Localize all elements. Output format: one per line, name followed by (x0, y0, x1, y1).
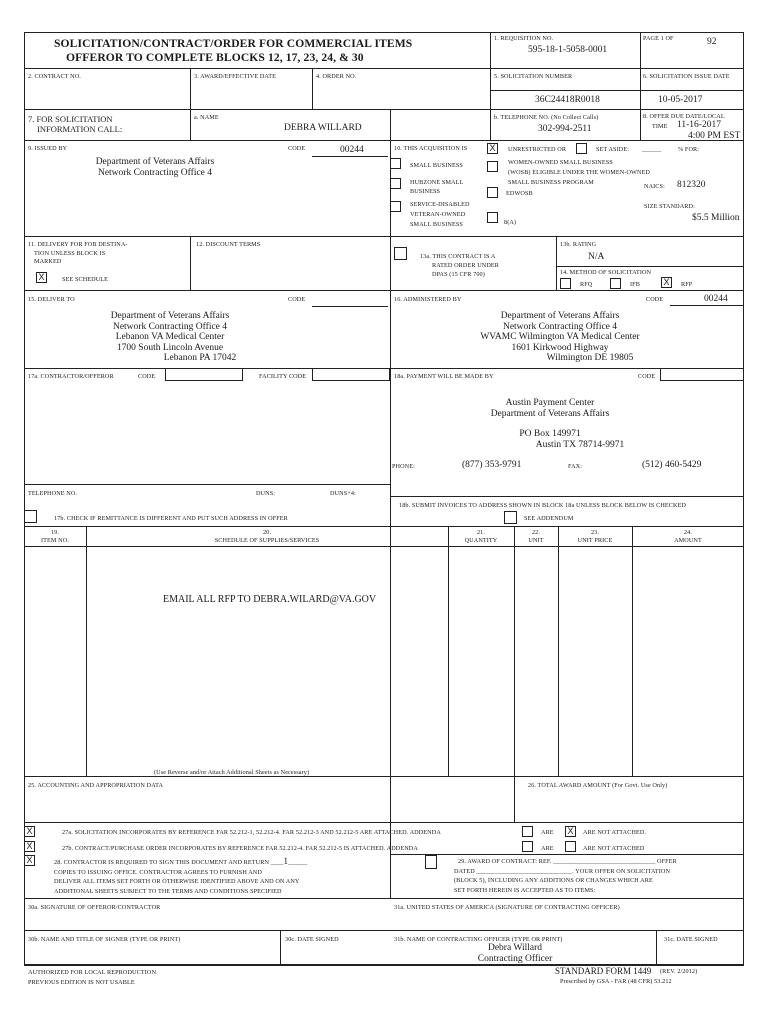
contact-name-value: DEBRA WILLARD (284, 123, 362, 133)
payment-line2: Department of Veterans Affairs (490, 409, 610, 419)
administered-line5: Wilmington DE 19805 (546, 353, 634, 363)
see-schedule-checkbox[interactable]: X (36, 272, 47, 283)
contractor-code-field[interactable] (165, 368, 243, 381)
payment-address (440, 398, 660, 451)
rule (24, 484, 390, 485)
col-schedule-label: SCHEDULE OF SUPPLIES/SERVICES (214, 536, 320, 544)
eight-a-label: 8(A) (504, 219, 517, 226)
issued-line2: Network Contracting Office 4 (97, 168, 213, 178)
rated-order-label-line2: RATED ORDER UNDER (432, 262, 500, 269)
payment-line1: Austin Payment Center (505, 398, 595, 408)
col-unit-price-number: 23. (590, 529, 600, 536)
rule (24, 290, 744, 291)
order-no-label: 4. ORDER NO. (316, 73, 357, 80)
deliver-line4: 1700 South Lincoln Avenue (116, 342, 224, 353)
clause-27b-checkbox[interactable]: X (24, 841, 35, 852)
officer-name: Debra Willard (487, 943, 543, 953)
administered-code-underline (670, 305, 744, 306)
page-label: PAGE 1 OF (643, 35, 674, 42)
administered-by-address (440, 311, 680, 364)
deliver-to-address (60, 311, 280, 364)
for-solicitation-label (28, 114, 122, 134)
administered-code-label: CODE (646, 296, 664, 303)
date-signed-31c-label: 31c. DATE SIGNED (664, 936, 718, 943)
deliver-line2: Network Contracting Office 4 (112, 321, 228, 332)
telephone-value: 302-994-2511 (538, 124, 592, 134)
administered-line2: Network Contracting Office 4 (502, 321, 618, 332)
award-date-label: 3. AWARD/EFFECTIVE DATE (194, 73, 277, 80)
size-standard-value: $5.5 Million (692, 213, 740, 223)
clause-27a-checkbox[interactable]: X (24, 826, 35, 837)
unrestricted-checkbox[interactable]: X (487, 143, 498, 154)
payment-fax-label: FAX: (568, 463, 583, 470)
payment-label: 18a. PAYMENT WILL BE MADE BY (394, 373, 494, 380)
hubzone-label-line2: BUSINESS (410, 188, 441, 195)
offer-due-time-label: TIME (652, 123, 668, 130)
administered-line4: 1601 Kirkwood Highway (511, 342, 609, 353)
sdvosb-label-line2: VETERAN-OWNED (410, 211, 466, 218)
col-unit-price-header (558, 529, 632, 544)
signature-offeror-label: 30a. SIGNATURE OF OFFEROR/CONTRACTOR (28, 904, 161, 911)
wosb-checkbox[interactable] (487, 161, 498, 172)
deliver-line3: Lebanon VA Medical Center (115, 332, 225, 342)
sdvosb-label-line1: SERVICE-DISABLED (410, 201, 470, 208)
rule (24, 68, 744, 69)
rating-value: N/A (588, 252, 605, 262)
clause-28-line1-text: 28. CONTRACTOR IS REQUIRED TO SIGN THIS DOCUMENT AND RETURN ____ (54, 859, 284, 866)
clause-27b-are-label: ARE (541, 845, 554, 852)
officer-title: Contracting Officer (477, 953, 553, 964)
clause-28-line1 (54, 857, 307, 868)
officer-name-label: 31b. NAME OF CONTRACTING OFFICER (TYPE OR PRINT) (394, 936, 563, 943)
solicitation-date-value: 10-05-2017 (658, 95, 703, 105)
payment-line3: PO Box 149971 (519, 429, 581, 439)
payment-line4: Austin TX 78714-9971 (535, 440, 625, 450)
footer-left (28, 968, 156, 987)
deliver-line5: Lebanon PA 17042 (163, 353, 237, 363)
footer-form-number: STANDARD FORM 1449 (555, 966, 652, 976)
col-amount-label: AMOUNT (674, 536, 702, 544)
col-amount-number: 24. (683, 529, 693, 536)
rule (24, 236, 744, 237)
set-aside-label: SET ASIDE: (596, 146, 630, 153)
wosb-label-line1: WOMEN-OWNED SMALL BUSINESS (508, 159, 613, 166)
clause-29-line2: DATED ______________________________. YOUR OFFER ON SOLICITATION (454, 867, 671, 875)
rfp-checkbox[interactable]: X (661, 277, 672, 288)
offer-due-label: 8. OFFER DUE DATE/LOCAL (643, 113, 725, 120)
percent-for-label: % FOR: (678, 146, 700, 153)
footer-revision: (REV. 2/2012) (660, 968, 698, 975)
rule (190, 236, 191, 290)
clause-28-text (54, 857, 307, 896)
deliver-line1: Department of Veterans Affairs (110, 311, 230, 321)
rule (514, 526, 515, 822)
set-aside-checkbox[interactable] (576, 143, 587, 154)
payment-code-label: CODE (638, 373, 656, 380)
footer-prescribed: Prescribed by GSA - FAR (48 CFR) 53.212 (560, 978, 672, 985)
clause-28-checkbox[interactable]: X (24, 855, 35, 866)
deliver-code-underline (312, 306, 388, 307)
wosb-label-line3: SMALL BUSINESS PROGRAM (508, 179, 594, 186)
contact-name-label: a. NAME (194, 114, 219, 121)
hubzone-label-line1: HUBZONE SMALL (410, 179, 464, 186)
offer-due-date: 11-16-2017 (677, 120, 721, 130)
col-unit-number: 22. (531, 529, 541, 536)
method-label: 14. METHOD OF SOLICITATION (560, 269, 652, 276)
clause-29-line1: 29. AWARD OF CONTRACT: REF. ________________________________ OFFER (458, 858, 677, 865)
footer-previous-edition: PREVIOUS EDITION IS NOT USABLE (28, 978, 135, 986)
contract-no-label: 2. CONTRACT NO. (28, 73, 81, 80)
rule (632, 526, 633, 776)
rule (24, 898, 744, 899)
telephone-no-label: TELEPHONE NO. (28, 490, 78, 497)
deliver-to-label: 15. DELIVER TO (28, 296, 75, 303)
rating-label: 13b. RATING (560, 241, 597, 248)
col-unit-label: UNIT (528, 536, 544, 544)
clause-27a-not-label: ARE NOT ATTACHED. (583, 829, 647, 836)
administered-line3: WVAMC Wilmington VA Medical Center (480, 332, 640, 342)
clause-28-line1-tail: ______ (288, 859, 308, 866)
rule (24, 546, 744, 547)
rule (490, 90, 744, 91)
edwosb-checkbox[interactable] (487, 187, 498, 198)
total-award-label: 26. TOTAL AWARD AMOUNT (For Govt. Use Only) (528, 782, 668, 789)
rule (556, 236, 557, 290)
rule (640, 32, 641, 140)
duns-label: DUNS: (256, 490, 276, 497)
naics-value: 812320 (677, 180, 706, 190)
clause-29-text (454, 857, 677, 895)
ifb-label: IFB (630, 281, 640, 288)
for-solicitation-label-line1: 7. FOR SOLICITATION (28, 114, 113, 124)
rule (558, 526, 559, 776)
rule (656, 930, 657, 965)
administered-by-label: 16. ADMINISTERED BY (394, 296, 462, 303)
for-solicitation-label-line2: INFORMATION CALL: (37, 124, 123, 134)
requisition-label: 1. REQUISITION NO. (494, 35, 554, 42)
col-item-label: ITEM NO. (41, 536, 69, 544)
hubzone-label (410, 178, 463, 196)
solicitation-date-label: 6. SOLICITATION ISSUE DATE (643, 73, 730, 80)
clause-28-copies: 1 (283, 856, 289, 866)
issued-line1: Department of Veterans Affairs (95, 157, 215, 167)
rfq-label: RFQ (580, 281, 593, 288)
rule (24, 109, 744, 110)
rated-order-label (420, 252, 499, 279)
officer-name-value (440, 943, 590, 964)
sdvosb-label (410, 200, 470, 230)
rule (24, 822, 744, 823)
rule (24, 930, 744, 931)
clause-27b-text: 27b. CONTRACT/PURCHASE ORDER INCORPORATES BY REFERENCE FAR 52.212-4. FAR 52.212-5 IS ATTACHED. ADDENDA (62, 845, 418, 852)
discount-terms-label: 12. DISCOUNT TERMS (196, 241, 261, 248)
delivery-fob-label-line3: MARKED (34, 258, 62, 265)
rfp-label: RFP (681, 281, 693, 288)
addendum-checkbox[interactable] (504, 511, 517, 524)
col-unit-price-label: UNIT PRICE (577, 536, 613, 544)
submit-invoices-label: 18b. SUBMIT INVOICES TO ADDRESS SHOWN IN BLOCK 18a UNLESS BLOCK BELOW IS CHECKED (399, 502, 687, 509)
payment-code-field[interactable] (660, 368, 744, 381)
issued-code-label: CODE (288, 145, 306, 152)
rule (390, 496, 744, 497)
acquisition-label: 10. THIS ACQUISITION IS (394, 145, 468, 152)
date-signed-30c-label: 30c. DATE SIGNED (285, 936, 339, 943)
issued-code-underline (312, 156, 388, 157)
rule (24, 526, 744, 527)
clause-27a-not-checkbox[interactable]: X (565, 826, 576, 837)
rule (390, 109, 391, 898)
see-schedule-label: SEE SCHEDULE (62, 276, 109, 283)
rule (24, 776, 744, 777)
form-title-line1: SOLICITATION/CONTRACT/ORDER FOR COMMERCIAL ITEMS (54, 37, 413, 50)
clause-27b-not-label: ARE NOT ATTACHED (583, 845, 645, 852)
set-aside-percent-blank: ______ (642, 146, 662, 153)
administered-code-value: 00244 (704, 294, 728, 304)
clause-28-line4: ADDITIONAL SHEETS SUBJECT TO THE TERMS AND CONDITIONS SPECIFIED (54, 887, 282, 895)
payment-fax-value: (512) 460-5429 (642, 460, 702, 470)
rated-order-checkbox[interactable] (394, 247, 407, 260)
addendum-label: SEE ADDENDUM (524, 515, 574, 522)
col-schedule-header (86, 529, 448, 544)
footer-authorized: AUTHORIZED FOR LOCAL REPRODUCTION (28, 969, 157, 976)
col-item-header (24, 529, 86, 544)
clause-28-line3: DELIVER ALL ITEMS SET FORTH OR OTHERWISE IDENTIFIED ABOVE AND ON ANY (54, 878, 300, 885)
reverse-note: (Use Reverse and/or Attach Additional Sheets as Necessary) (154, 769, 310, 776)
delivery-fob-label-line2: TION UNLESS BLOCK IS (34, 249, 106, 257)
remittance-checkbox[interactable] (24, 510, 37, 523)
signature-officer-label: 31a. UNITED STATES OF AMERICA (SIGNATURE OF CONTRACTING OFFICER) (394, 904, 620, 911)
rule (190, 68, 191, 140)
col-unit-header (514, 529, 558, 544)
duns4-label: DUNS+4: (330, 490, 356, 497)
col-quantity-number: 21. (476, 529, 486, 536)
clause-27a-text: 27a. SOLICITATION INCORPORATES BY REFERENCE FAR 52.212-1, 52.212-4. FAR 52.212-3 AND 52.212-5 ARE ATTACHED. ADDENDA (62, 829, 441, 836)
ifb-checkbox[interactable] (610, 278, 621, 289)
rule (24, 140, 390, 141)
unrestricted-label: UNRESTRICTED OR (508, 146, 567, 153)
clause-28-line2: COPIES TO ISSUING OFFICE. CONTRACTOR AGREES TO FURNISH AND (54, 868, 262, 876)
accounting-label: 25. ACCOUNTING AND APPROPRIATION DATA (28, 782, 164, 789)
hubzone-checkbox[interactable] (390, 178, 401, 189)
clause-27b-are-checkbox[interactable] (522, 841, 533, 852)
clause-29-checkbox[interactable] (425, 855, 437, 869)
size-standard-label: SIZE STANDARD: (644, 203, 695, 210)
small-business-label: SMALL BUSINESS (410, 162, 463, 169)
small-business-checkbox[interactable] (390, 158, 401, 169)
signer-name-label: 30b. NAME AND TITLE OF SIGNER (TYPE OR PRINT) (28, 936, 181, 943)
page-total: 92 (707, 37, 717, 47)
wosb-label-line2: (WOSB) ELIGIBLE UNDER THE WOMEN-OWNED (508, 169, 650, 176)
clause-27a-are-checkbox[interactable] (522, 826, 533, 837)
offer-due-time: 4:00 PM EST (688, 131, 741, 141)
contractor-code-label: CODE (138, 373, 156, 380)
solicitation-number-label: 5. SOLICITATION NUMBER (494, 73, 573, 80)
sdvosb-checkbox[interactable] (390, 201, 401, 212)
rule (448, 526, 449, 776)
rule (280, 930, 281, 965)
rule (490, 32, 491, 140)
requisition-value: 595-18-1-5058-0001 (528, 45, 608, 55)
col-item-number: 19. (50, 529, 60, 536)
naics-label: NAICS: (644, 183, 665, 190)
payment-phone-value: (877) 353-9791 (462, 460, 522, 470)
administered-line1: Department of Veterans Affairs (500, 311, 620, 321)
rated-order-label-line3: DPAS (15 CFR 700) (432, 271, 485, 278)
clause-29-line4: SET FORTH HEREIN IS ACCEPTED AS TO ITEMS: (454, 886, 596, 894)
solicitation-number-value: 36C24418R0018 (535, 95, 600, 105)
sdvosb-label-line3: SMALL BUSINESS (410, 221, 463, 228)
payment-phone-label: PHONE: (392, 463, 415, 470)
delivery-fob-label-line1: 11. DELIVERY FOR FOB DESTINA- (28, 241, 128, 248)
rule (390, 854, 744, 855)
col-quantity-header (448, 529, 514, 544)
rfq-checkbox[interactable] (560, 278, 571, 289)
form-title-line2: OFFEROR TO COMPLETE BLOCKS 12, 17, 23, 24, & 30 (66, 51, 364, 64)
delivery-fob-label (28, 241, 128, 267)
facility-code-field[interactable] (312, 368, 390, 381)
col-amount-header (632, 529, 744, 544)
clause-29-line3: (BLOCK 5), INCLUDING ANY ADDITIONS OR CHANGES WHICH ARE (454, 877, 653, 884)
clause-27a-are-label: ARE (541, 829, 554, 836)
remittance-label: 17b. CHECK IF REMITTANCE IS DIFFERENT AND PUT SUCH ADDRESS IN OFFER (54, 515, 288, 522)
rated-order-label-line1: 13a. THIS CONTRACT IS A (420, 253, 496, 260)
wosb-label (508, 158, 650, 188)
rule (556, 266, 744, 267)
facility-code-label: FACILITY CODE (259, 373, 307, 380)
rule (312, 68, 313, 109)
contractor-label: 17a. CONTRACTOR/OFFEROR (28, 373, 114, 380)
issued-code-value: 00244 (340, 145, 364, 155)
eight-a-checkbox[interactable] (487, 212, 498, 223)
edwosb-label: EDWOSB (506, 190, 533, 197)
rule (86, 526, 87, 776)
telephone-label: b. TELEPHONE NO. (No Collect Calls) (494, 114, 599, 121)
schedule-body-text: EMAIL ALL RFP TO DEBRA.WILARD@VA.GOV (163, 594, 377, 605)
col-schedule-number: 20. (262, 529, 272, 536)
deliver-code-label: CODE (288, 296, 306, 303)
col-quantity-label: QUANTITY (464, 536, 498, 544)
issued-by-address (60, 157, 250, 179)
issued-by-label: 9. ISSUED BY (28, 145, 68, 152)
clause-27b-not-checkbox[interactable] (565, 841, 576, 852)
